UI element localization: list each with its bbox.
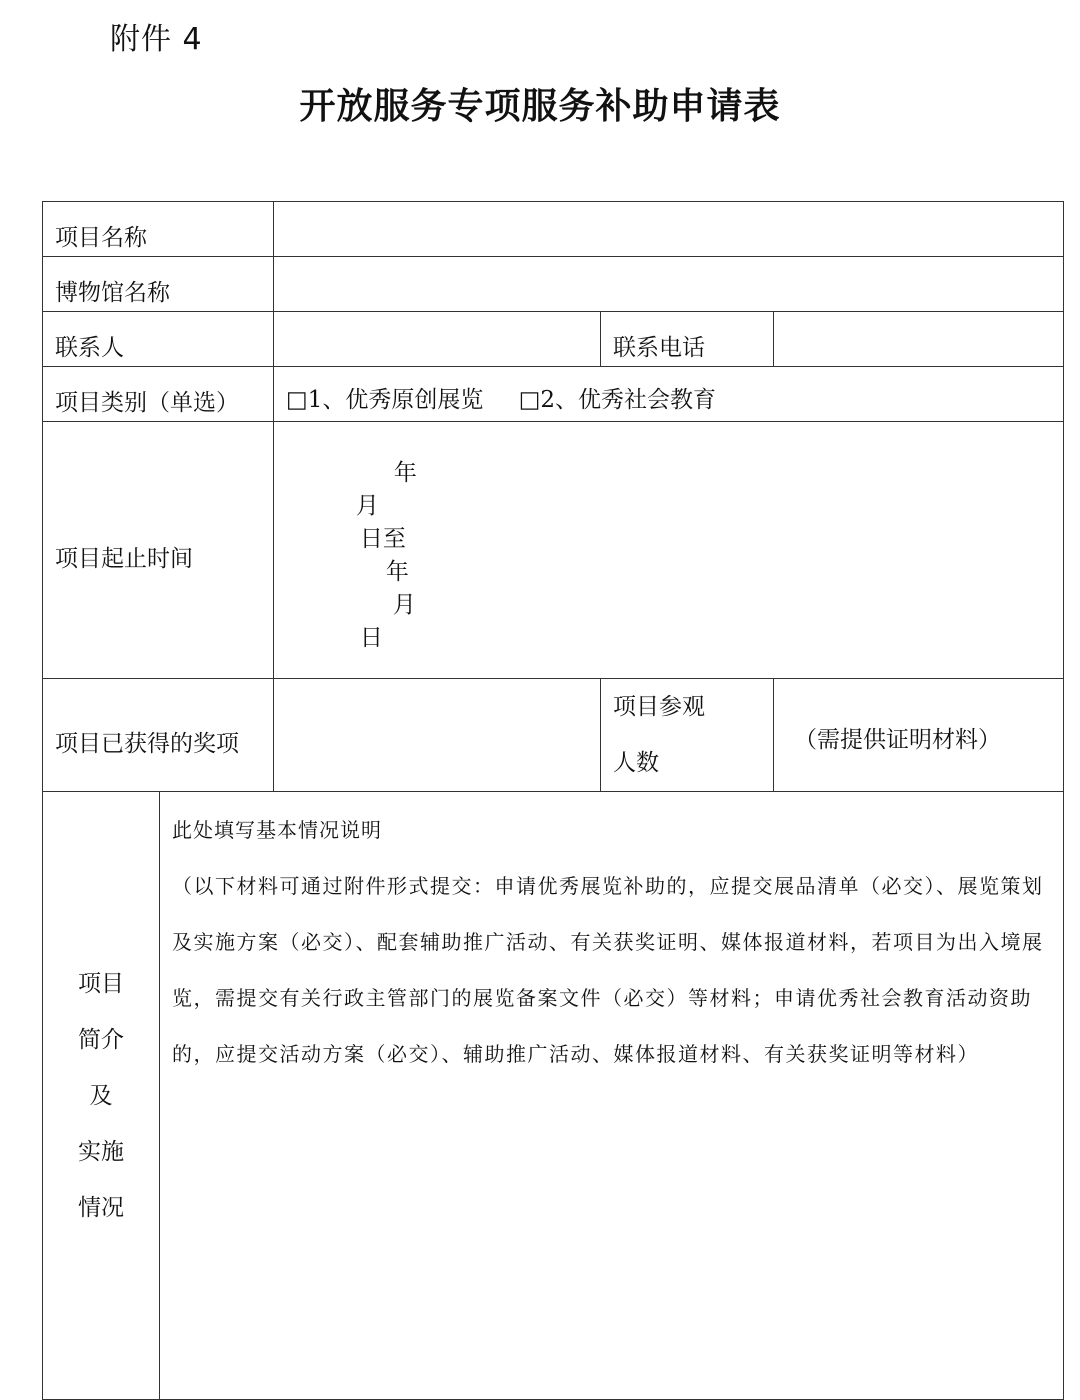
project-name-field[interactable] xyxy=(274,202,1064,257)
period-start-day-to: 日至 xyxy=(359,526,406,552)
intro-placeholder: 此处填写基本情况说明 xyxy=(172,818,382,842)
category-option-education[interactable]: □2、优秀社会教育 xyxy=(518,386,717,413)
visitors-label-line1: 项目参观 xyxy=(613,694,705,720)
intro-label xyxy=(43,792,160,1400)
row-category xyxy=(43,367,1064,422)
awards-field[interactable] xyxy=(274,679,601,792)
row-contact xyxy=(43,312,1064,367)
awards-label: 项目已获得的奖项 xyxy=(43,679,274,792)
category-label: 项目类别（单选） xyxy=(43,367,274,422)
visitors-label xyxy=(601,679,774,792)
intro-label-line: 情况 xyxy=(78,1194,124,1221)
intro-field[interactable] xyxy=(160,792,1064,1400)
row-museum-name xyxy=(43,257,1064,312)
intro-label-line: 及 xyxy=(89,1082,113,1109)
intro-label-line: 简介 xyxy=(78,1026,124,1053)
application-form-table xyxy=(42,201,1064,1400)
phone-label: 联系电话 xyxy=(601,312,774,367)
category-options xyxy=(274,367,1064,422)
category-option-exhibition[interactable]: □1、优秀原创展览 xyxy=(286,386,484,413)
document-title: 开放服务专项服务补助申请表 xyxy=(299,86,781,127)
visitors-label-line2: 人数 xyxy=(613,750,659,776)
row-awards xyxy=(43,679,1064,792)
period-start-month: 月 xyxy=(355,493,379,519)
period-end-month: 月 xyxy=(392,592,416,618)
intro-materials-note: （以下材料可通过附件形式提交：申请优秀展览补助的，应提交展品清单（必交）、展览策划及实施方案（必交）、配套辅助推广活动、有关获奖证明、媒体报道材料，若项目为出入境展览，需提交有关行政主管部门的展览备案文件（必交）等材料；申请优秀社会教育活动资助的，应提交活动方案（必交）、辅助推广活动、媒体报道材料、有关获奖证明等材料） xyxy=(172,874,1044,1066)
period-end-day: 日 xyxy=(359,625,383,651)
period-start-year: 年 xyxy=(393,460,417,486)
period-label: 项目起止时间 xyxy=(43,422,274,679)
annex-label: 附件 4 xyxy=(110,22,203,57)
contact-field[interactable] xyxy=(274,312,601,367)
intro-label-line: 项目 xyxy=(78,970,124,997)
row-intro xyxy=(43,792,1064,1400)
project-name-label: 项目名称 xyxy=(43,202,274,257)
row-project-name xyxy=(43,202,1064,257)
row-period xyxy=(43,422,1064,679)
period-field[interactable] xyxy=(274,422,1064,679)
phone-field[interactable] xyxy=(774,312,1064,367)
intro-label-line: 实施 xyxy=(78,1138,124,1165)
museum-name-label: 博物馆名称 xyxy=(43,257,274,312)
period-end-year: 年 xyxy=(385,559,409,585)
contact-label: 联系人 xyxy=(43,312,274,367)
visitors-field[interactable]: （需提供证明材料） xyxy=(774,679,1064,792)
museum-name-field[interactable] xyxy=(274,257,1064,312)
